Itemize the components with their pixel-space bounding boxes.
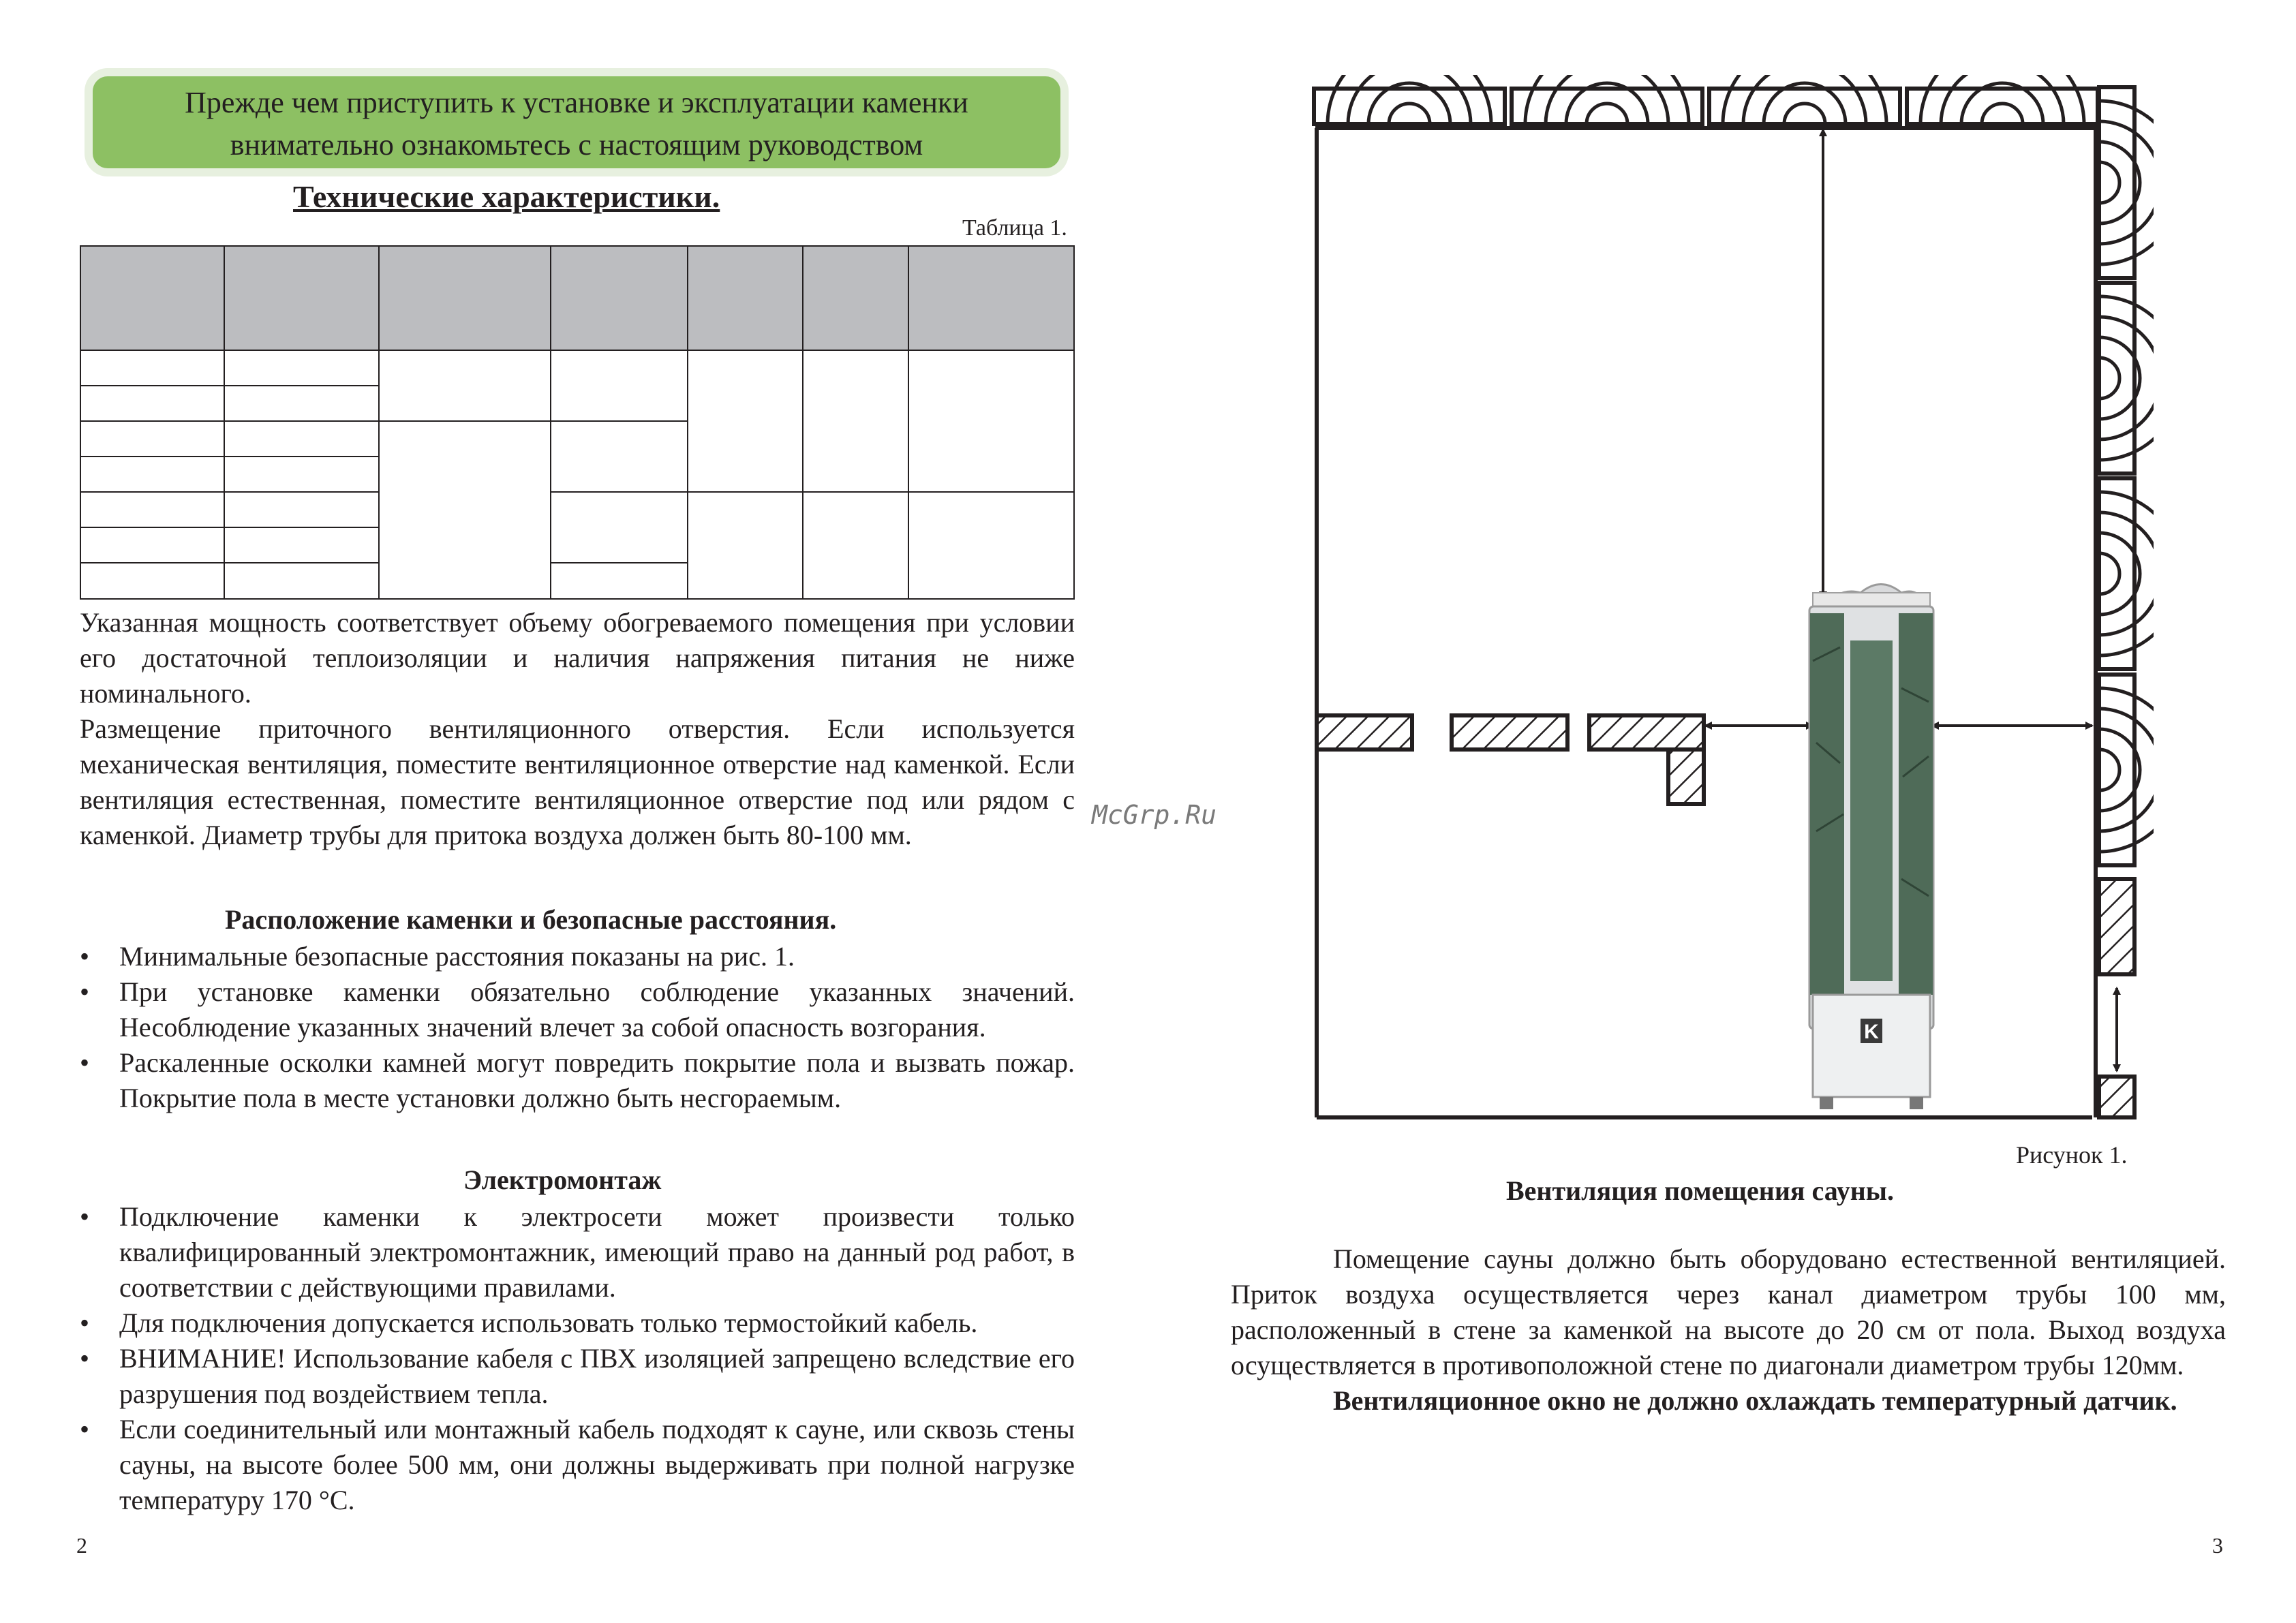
table-header-cell	[80, 245, 225, 351]
banner-line-2: внимательно ознакомьтесь с настоящим руководством	[230, 128, 923, 161]
electric-list	[80, 1199, 1075, 1518]
table-cell	[802, 491, 909, 600]
page-number-left: 2	[76, 1533, 87, 1558]
list-item: • Минимальные безопасные расстояния показаны на рис. 1.	[80, 939, 1075, 974]
intro-text	[80, 605, 1075, 853]
table-cell	[687, 491, 803, 600]
list-item: • Подключение каменки к электросети может произвести только квалифицированный электромонтажник, имеющий право на данный род работ, в соответствии с действующими правилами.	[80, 1199, 1075, 1305]
table-cell	[80, 527, 225, 563]
table-header-cell	[908, 245, 1075, 351]
table-cell	[224, 491, 380, 528]
intro-paragraph: Размещение приточного вентиляционного отверстия. Если используется механическая вентиляция, поместите вентиляционное отверстие над каменкой. Если вентиляция естественная, поместите вентиляционное отверстие под или рядом с каменкой. Диаметр трубы для притока воздуха должен быть 80-100 мм.	[80, 713, 1075, 850]
table-cell	[80, 420, 225, 457]
table-header-cell	[802, 245, 909, 351]
table-cell	[80, 385, 225, 422]
table-cell	[908, 491, 1075, 600]
list-item: • Раскаленные осколки камней могут повредить покрытие пола и вызвать пожар. Покрытие пола в месте установки должно быть несгораемым.	[80, 1045, 1075, 1116]
intro-paragraph: Указанная мощность соответствует объему обогреваемого помещения при условии его достаточной теплоизоляции и наличия напряжения питания не ниже номинального.	[80, 607, 1075, 709]
heater-illustration	[1809, 585, 1933, 1110]
table-cell	[224, 456, 380, 493]
table-header-cell	[378, 245, 551, 351]
sauna-ventilation-figure	[1308, 75, 2154, 1124]
table-cell	[80, 491, 225, 528]
spec-title: Технические характеристики.	[293, 179, 720, 214]
table-cell	[224, 385, 380, 422]
table-header-cell	[224, 245, 380, 351]
table-cell	[224, 527, 380, 563]
figure-label: Рисунок 1.	[2016, 1141, 2128, 1169]
page-number-right: 3	[2212, 1533, 2223, 1558]
table-cell	[687, 350, 803, 493]
watermark: McGrp.Ru	[1092, 800, 1217, 830]
table-cell	[224, 562, 380, 600]
table-cell	[802, 350, 909, 493]
banner-line-1: Прежде чем приступить к установке и эксплуатации каменки	[185, 86, 968, 119]
placement-heading: Расположение каменки и безопасные расстояния.	[225, 904, 837, 935]
electric-heading: Электромонтаж	[463, 1164, 662, 1195]
table-cell	[908, 350, 1075, 493]
list-item: • Если соединительный или монтажный кабель подходят к сауне, или сквозь стены сауны, на высоте более 500 мм, они должны выдерживать при полной нагрузке температуру 170 °С.	[80, 1412, 1075, 1518]
placement-list	[80, 939, 1075, 1116]
warning-banner	[93, 76, 1060, 168]
table-header-cell	[550, 245, 688, 351]
table-header-cell	[687, 245, 803, 351]
table-cell	[80, 350, 225, 386]
ventilation-text	[1231, 1241, 2226, 1419]
ventilation-warning: Вентиляционное окно не должно охлаждать температурный датчик.	[1333, 1385, 2177, 1416]
table-cell	[550, 562, 688, 600]
table-cell	[550, 350, 688, 422]
list-item: • ВНИМАНИЕ! Использование кабеля с ПВХ изоляцией запрещено вследствие его разрушения под воздействием тепла.	[80, 1341, 1075, 1412]
table-cell	[224, 420, 380, 457]
table-label: Таблица 1.	[962, 215, 1067, 241]
ventilation-paragraph: Помещение сауны должно быть оборудовано естественной вентиляцией. Приток воздуха осуществляется через канал диаметром трубы 100 мм, расположенный в стене за каменкой на высоте до 20 см от пола. Выход воздуха осуществляется в противоположной стене по диагонали диаметром трубы 120мм.	[1231, 1243, 2226, 1380]
table-cell	[80, 456, 225, 493]
table-cell	[378, 350, 551, 422]
figure-title: Вентиляция помещения сауны.	[1506, 1175, 1895, 1206]
table-cell	[80, 562, 225, 600]
heater-logo: K	[1864, 1021, 1879, 1043]
table-cell	[550, 420, 688, 493]
table-cell	[550, 491, 688, 563]
table-cell	[224, 350, 380, 386]
list-item: • При установке каменки обязательно соблюдение указанных значений. Несоблюдение указанных значений влечет за собой опасность возгорания.	[80, 974, 1075, 1045]
list-item: • Для подключения допускается использовать только термостойкий кабель.	[80, 1305, 1075, 1341]
table-cell	[378, 420, 551, 600]
